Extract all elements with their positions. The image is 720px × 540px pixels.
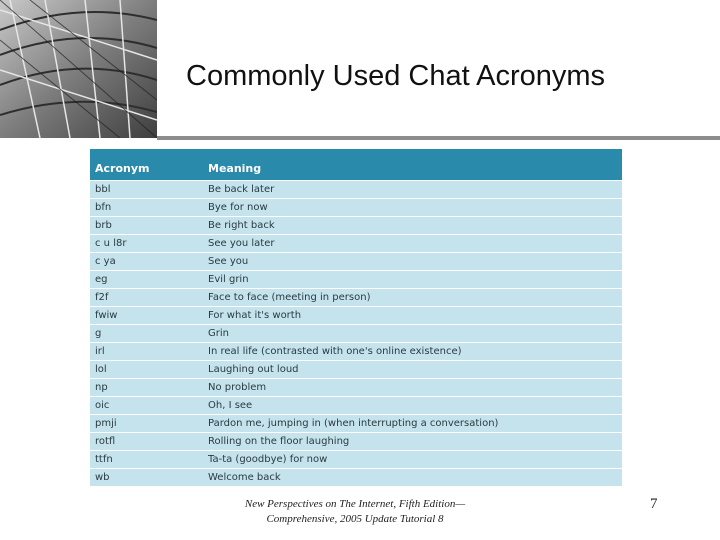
- table-row: [90, 415, 622, 433]
- table-row: [90, 235, 622, 253]
- footer-line-1: New Perspectives on The Internet, Fifth Edition—: [244, 498, 466, 510]
- acronym-cell: np: [95, 382, 108, 393]
- meaning-cell: No problem: [208, 382, 267, 393]
- slide-footer: [200, 497, 510, 527]
- title-divider: [157, 136, 720, 140]
- acronym-cell: eg: [95, 274, 108, 285]
- meaning-cell: Be right back: [208, 220, 275, 231]
- table-row: [90, 325, 622, 343]
- slide-title: Commonly Used Chat Acronyms: [186, 60, 606, 92]
- table-row: [90, 181, 622, 199]
- meaning-cell: Evil grin: [208, 274, 249, 285]
- table-row: [90, 289, 622, 307]
- table-row: [90, 469, 622, 487]
- acronym-cell: bbl: [95, 184, 111, 195]
- page-number: 7: [650, 496, 658, 512]
- meaning-cell: Welcome back: [208, 472, 281, 483]
- table-row: [90, 379, 622, 397]
- meaning-cell: Oh, I see: [208, 400, 253, 411]
- table-row: [90, 271, 622, 289]
- table-row: [90, 199, 622, 217]
- acronym-cell: lol: [95, 364, 107, 375]
- acronym-table: [90, 149, 622, 487]
- meaning-cell: In real life (contrasted with one's online existence): [208, 346, 462, 357]
- table-row: [90, 451, 622, 469]
- acronym-cell: rotfl: [95, 436, 116, 447]
- meaning-cell: Be back later: [208, 184, 275, 195]
- steel-structure-photo: [0, 0, 157, 138]
- acronym-cell: c u l8r: [95, 238, 127, 249]
- table-row: [90, 343, 622, 361]
- meaning-cell: Rolling on the floor laughing: [208, 436, 350, 447]
- meaning-cell: See you later: [208, 238, 275, 249]
- table-row: [90, 361, 622, 379]
- acronym-cell: fwiw: [95, 310, 118, 321]
- table-row: [90, 217, 622, 235]
- table-row: [90, 433, 622, 451]
- acronym-cell: pmji: [95, 418, 117, 429]
- meaning-cell: For what it's worth: [208, 310, 302, 321]
- footer-line-2: Comprehensive, 2005 Update Tutorial 8: [266, 513, 444, 525]
- meaning-cell: Pardon me, jumping in (when interrupting a conversation): [208, 418, 499, 429]
- acronym-cell: wb: [95, 472, 110, 483]
- acronym-cell: c ya: [95, 256, 116, 267]
- header-meaning: Meaning: [208, 162, 262, 175]
- meaning-cell: Grin: [208, 328, 229, 339]
- acronym-cell: ttfn: [95, 454, 113, 465]
- table-row: [90, 397, 622, 415]
- meaning-cell: See you: [208, 256, 249, 267]
- table-header-row: [90, 149, 622, 181]
- table-row: [90, 307, 622, 325]
- acronym-cell: brb: [95, 220, 112, 231]
- acronym-cell: irl: [95, 346, 105, 357]
- meaning-cell: Ta-ta (goodbye) for now: [208, 454, 328, 465]
- meaning-cell: Face to face (meeting in person): [208, 292, 371, 303]
- meaning-cell: Bye for now: [208, 202, 268, 213]
- acronym-cell: f2f: [95, 292, 109, 303]
- acronym-cell: oic: [95, 400, 110, 411]
- acronym-cell: g: [95, 328, 102, 339]
- acronym-cell: bfn: [95, 202, 112, 213]
- header-acronym: Acronym: [95, 162, 150, 175]
- meaning-cell: Laughing out loud: [208, 364, 299, 375]
- table-row: [90, 253, 622, 271]
